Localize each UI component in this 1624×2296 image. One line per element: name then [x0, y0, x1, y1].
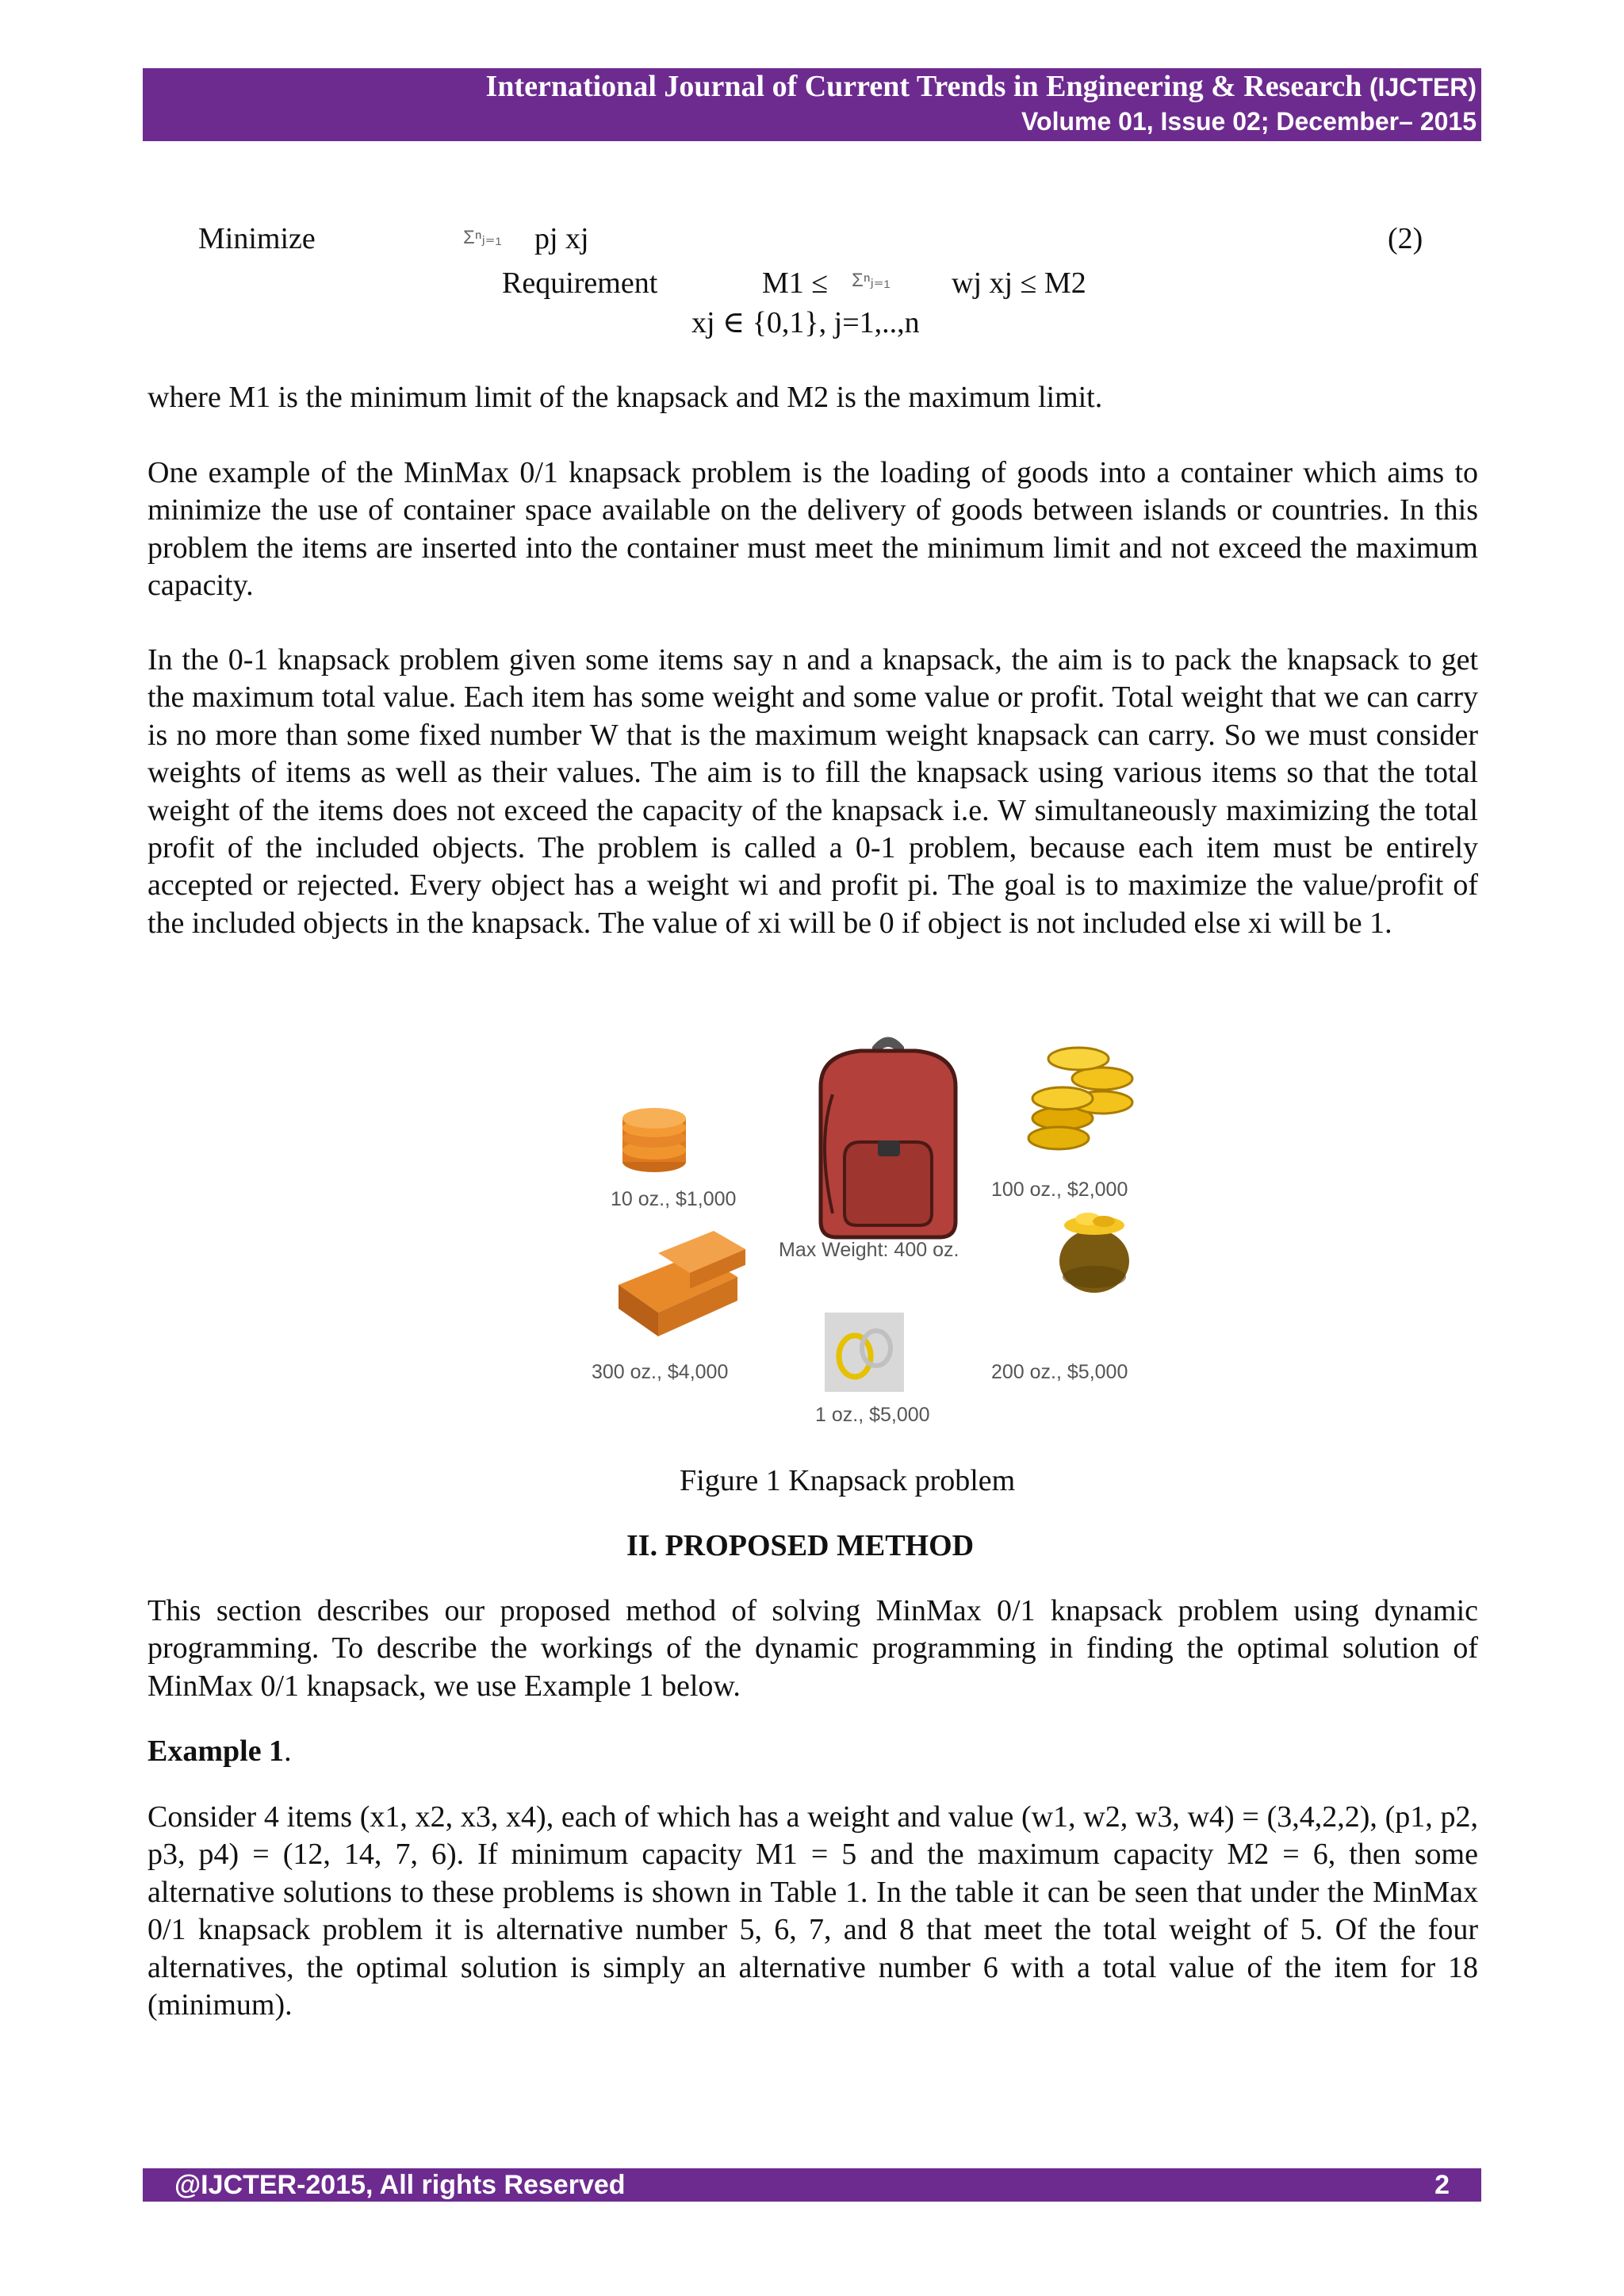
objective-expression: pj xj [534, 222, 589, 255]
paragraph-limits: where M1 is the minimum limit of the knapsack and M2 is the maximum limit. [147, 381, 1103, 414]
sum-symbol-constraint: Σⁿⱼ₌₁ [852, 270, 891, 291]
minimize-label: Minimize [198, 222, 316, 255]
constraint-right: wj xj ≤ M2 [952, 266, 1086, 300]
page-number: 2 [1434, 2170, 1450, 2200]
section-heading: II. PROPOSED METHOD [626, 1529, 975, 1562]
variable-domain: xj ∈ {0,1}, j=1,..,n [691, 306, 920, 339]
paragraph-method-intro: This section describes our proposed method of solving MinMax 0/1 knapsack problem using dynamic programming. To describe the workings of the dynamic programming in finding the optimal solution of MinMax 0/1 knapsack, we use Example 1 below. [147, 1594, 1478, 1703]
journal-title-line [143, 68, 1477, 105]
journal-volume: Volume 01, Issue 02; December– 2015 [1021, 107, 1477, 136]
paragraph-example-container: One example of the MinMax 0/1 knapsack problem is the loading of goods into a container which aims to minimize the use of container space available on the delivery of goods between islands or countries. In this problem the items are inserted into the container must meet the minimum limit and not exceed the maximum capacity. [147, 456, 1478, 603]
label-gold-coins: 100 oz., $2,000 [991, 1179, 1128, 1201]
gold-bars-icon [619, 1231, 745, 1336]
journal-abbr: (IJCTER) [1369, 73, 1477, 102]
backpack-icon [821, 1037, 956, 1238]
paragraph-example-1: Consider 4 items (x1, x2, x3, x4), each of which has a weight and value (w1, w2, w3, w4) = (3,4,2,2), (p1, p2, p3, p4) = (12, 14, 7, 6). If minimum capacity M1 = 5 and the maximum capacity M2 = 6, then some alternative solutions to these problems is shown in Table 1. In the table it can be seen that under the MinMax 0/1 knapsack problem it is alternative number 5, 6, 7, and 8 that meet the total weight of 5. Of the four alternatives, the optimal solution is simply an alternative number 6 with a total value of the item for 18 (minimum). [147, 1800, 1478, 2022]
example-period: . [284, 1734, 292, 1768]
journal-title: International Journal of Current Trends in Engineering & Research [485, 70, 1362, 103]
rings-icon [825, 1313, 904, 1392]
equation-number: (2) [1388, 222, 1423, 255]
label-backpack: Max Weight: 400 oz. [779, 1239, 959, 1261]
label-gold-bars: 300 oz., $4,000 [592, 1361, 729, 1383]
label-coins: 10 oz., $1,000 [611, 1188, 737, 1210]
constraint-left: M1 ≤ [762, 266, 829, 300]
example-heading [147, 1733, 292, 1770]
sum-symbol-objective: Σⁿⱼ₌₁ [463, 227, 502, 248]
copyright: @IJCTER-2015, All rights Reserved [174, 2170, 626, 2200]
gold-coins-icon [1028, 1048, 1132, 1149]
example-title: Example 1 [147, 1734, 285, 1768]
figure-caption: Figure 1 Knapsack problem [680, 1464, 1016, 1497]
coin-stack-icon [622, 1108, 686, 1172]
pot-of-gold-icon [1059, 1213, 1129, 1293]
page-footer [143, 2168, 1481, 2202]
label-rings: 1 oz., $5,000 [815, 1404, 930, 1426]
paragraph-knapsack-definition: In the 0-1 knapsack problem given some items say n and a knapsack, the aim is to pack the knapsack to get the maximum total value. Each item has some weight and some value or profit. Total weight that we can carry is no more than some fixed number W that is the maximum weight knapsack can carry. So we must consider weights of items as well as their values. The aim is to fill the knapsack using various items so that the total weight of the items does not exceed the capacity of the knapsack i.e. W simultaneously maximizing the total profit of the included objects. The problem is called a 0-1 problem, because each item must be entirely accepted or rejected. Every object has a weight wi and profit pi. The goal is to maximize the value/profit of the included objects in the knapsack. The value of xi will be 0 if object is not included else xi will be 1. [147, 643, 1478, 940]
knapsack-figure [555, 1023, 1158, 1435]
label-pot: 200 oz., $5,000 [991, 1361, 1128, 1383]
requirement-label: Requirement [502, 266, 658, 300]
journal-header [143, 68, 1481, 141]
